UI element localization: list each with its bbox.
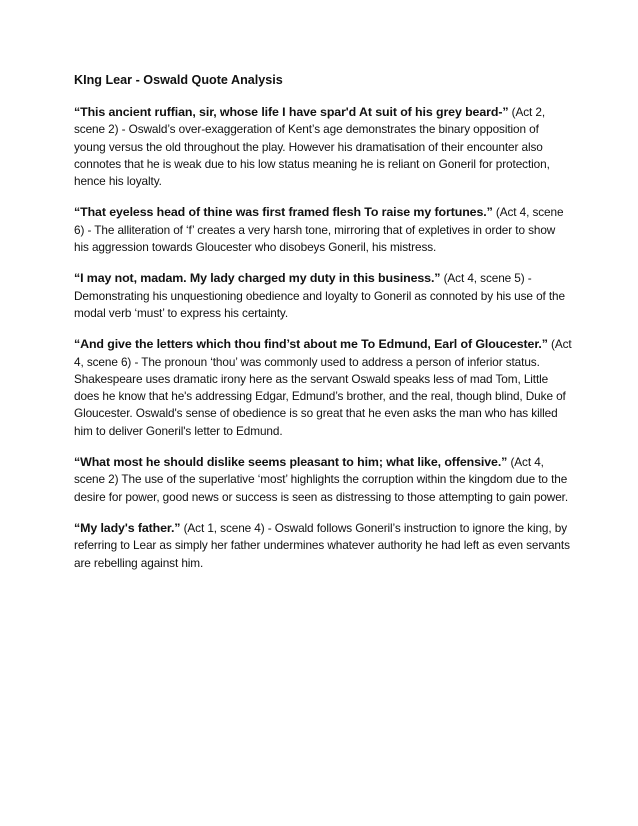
quote-text: “I may not, madam. My lady charged my duty in this business.” xyxy=(74,271,441,286)
analysis-paragraph-6 xyxy=(74,520,572,572)
analysis-text: (Act 4, scene 6) - The pronoun ‘thou’ was commonly used to address a person of inferior status. Shakespeare uses dramatic irony here as the servant Oswald speaks less of mad Tom, Little does he know that he's addressing Edgar, Edmund’s brother, and the real, though blind, Duke of Gloucester. Oswald's sense of obedience is so great that he even asks the man who has killed him to deliver Goneril's letter to Edmund. xyxy=(74,337,572,438)
analysis-paragraph-5 xyxy=(74,454,572,506)
analysis-text: (Act 1, scene 4) - Oswald follows Goneril’s instruction to ignore the king, by referring to Lear as simply her father undermines whatever authority he had left as even servants are rebelling against him. xyxy=(74,520,570,570)
analysis-text: (Act 4, scene 2) The use of the superlative ‘most’ highlights the corruption within the kingdom due to the desire for power, good news or success is seen as distressing to those attempting to gain power. xyxy=(74,455,569,504)
analysis-paragraph-1 xyxy=(74,104,572,190)
quote-text: “And give the letters which thou find’st about me To Edmund, Earl of Gloucester.” xyxy=(74,337,548,352)
analysis-paragraph-4 xyxy=(74,336,572,440)
document-page xyxy=(74,72,572,586)
analysis-paragraph-3 xyxy=(74,270,572,322)
quote-text: “My lady's father.” xyxy=(74,520,181,535)
analysis-paragraph-2 xyxy=(74,204,572,256)
document-title: KIng Lear - Oswald Quote Analysis xyxy=(74,73,283,87)
analysis-text: (Act 2, scene 2) - Oswald’s over-exaggeration of Kent’s age demonstrates the binary opposition of young versus the old throughout the play. However his dramatisation of their encounter also connotes that he is weak due to his low status meaning he is reliant on Goneril for protection, hence his loyalty. xyxy=(74,105,550,189)
quote-text: “This ancient ruffian, sir, whose life I have spar'd At suit of his grey beard-” xyxy=(74,105,509,119)
analysis-text: (Act 4, scene 6) - The alliteration of ‘f’ creates a very harsh tone, mirroring that of expletives in order to show his aggression towards Gloucester who disobeys Goneril, his mistress. xyxy=(74,205,564,255)
analysis-text: (Act 4, scene 5) - Demonstrating his unquestioning obedience and loyalty to Goneril as connoted by his use of the modal verb ‘must’ to express his certainty. xyxy=(74,271,565,320)
quote-text: “What most he should dislike seems pleasant to him; what like, offensive.” xyxy=(74,455,508,470)
quote-text: “That eyeless head of thine was first framed flesh To raise my fortunes.” xyxy=(74,205,493,220)
